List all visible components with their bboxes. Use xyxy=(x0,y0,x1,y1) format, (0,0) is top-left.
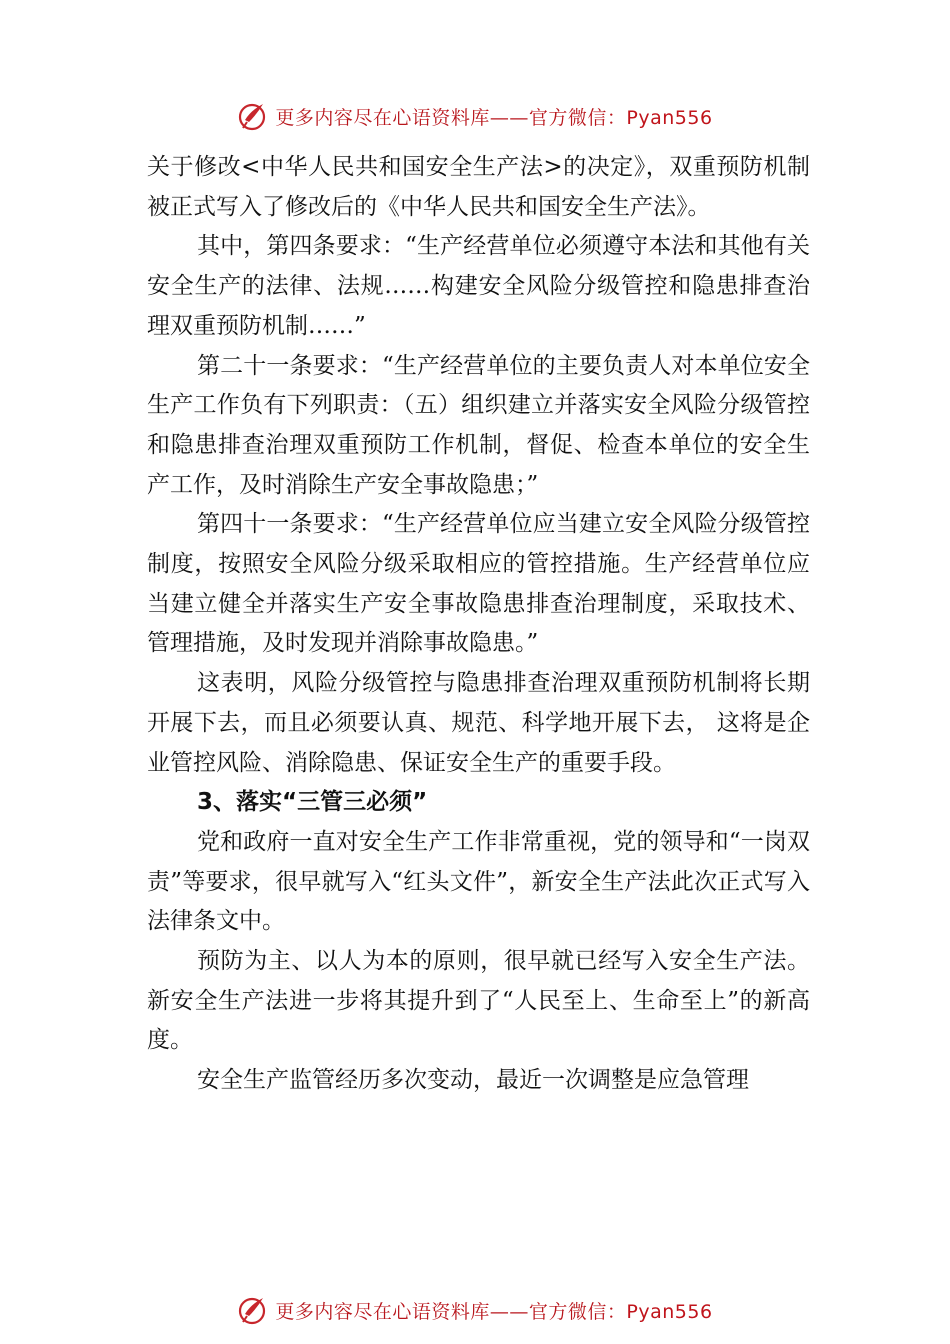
banner-caption: 更多内容尽在心语资料库——官方微信： xyxy=(275,106,627,129)
banner-text xyxy=(275,103,712,130)
header-banner xyxy=(0,96,950,136)
paragraph-4: 第四十一条要求：“生产经营单位应当建立安全风险分级管控制度，按照安全风险分级采取相应的管控措施。生产经营单位应当建立健全并落实生产安全事故隐患排查治理制度，采取技术、管理措施，及时发现并消除事故隐患。” xyxy=(147,511,810,657)
paragraph-7: 预防为主、以人为本的原则，很早就已经写入安全生产法。新安全生产法进一步将其提升到了“人民至上、生命至上”的新高度。 xyxy=(147,948,810,1054)
quill-seal-icon xyxy=(237,1294,269,1326)
paragraph-8: 安全生产监管经历多次变动，最近一次调整是应急管理 xyxy=(197,1067,749,1094)
paragraph-6: 党和政府一直对安全生产工作非常重视，党的领导和“一岗双责”等要求，很早就写入“红头文件”，新安全生产法此次正式写入法律条文中。 xyxy=(147,828,810,935)
paragraph-1: 关于修改<中华人民共和国安全生产法>的决定》，双重预防机制被正式写入了修改后的《中华人民共和国安全生产法》。 xyxy=(147,154,810,220)
banner-caption: 更多内容尽在心语资料库——官方微信： xyxy=(275,1300,627,1323)
banner-account: Pyan556 xyxy=(626,106,713,129)
section-heading: 3、落实“三管三必须” xyxy=(197,789,428,816)
paragraph-5: 这表明，风险分级管控与隐患排查治理双重预防机制将长期开展下去，而且必须要认真、规范、科学地开展下去， 这将是企业管控风险、消除隐患、保证安全生产的重要手段。 xyxy=(147,670,810,776)
quill-seal-icon xyxy=(237,100,269,132)
footer-banner xyxy=(0,1290,950,1330)
document-body xyxy=(147,148,810,1101)
paragraph-3: 第二十一条要求：“生产经营单位的主要负责人对本单位安全生产工作负有下列职责：（五）组织建立并落实安全风险分级管控和隐患排查治理双重预防工作机制，督促、检查本单位的安全生产工作，及时消除生产安全事故隐患；” xyxy=(147,352,810,498)
banner-text xyxy=(275,1297,712,1324)
paragraph-2: 其中，第四条要求：“生产经营单位必须遵守本法和其他有关安全生产的法律、法规……构建安全风险分级管控和隐患排查治理双重预防机制……” xyxy=(147,233,810,339)
banner-account: Pyan556 xyxy=(626,1300,713,1323)
